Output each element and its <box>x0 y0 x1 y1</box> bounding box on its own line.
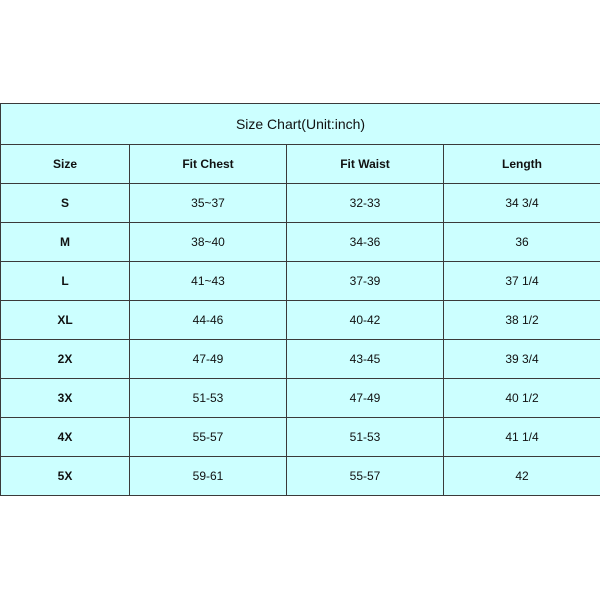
header-fit-chest: Fit Chest <box>130 145 287 184</box>
length-cell: 36 <box>444 223 600 262</box>
fit-waist-cell: 32-33 <box>287 184 444 223</box>
size-cell: 5X <box>1 457 130 496</box>
table-row <box>1 379 600 418</box>
header-fit-waist: Fit Waist <box>287 145 444 184</box>
length-cell: 37 1/4 <box>444 262 600 301</box>
table-row <box>1 418 600 457</box>
table-row <box>1 301 600 340</box>
size-cell: XL <box>1 301 130 340</box>
chart-title: Size Chart(Unit:inch) <box>1 104 600 145</box>
size-cell: L <box>1 262 130 301</box>
size-cell: 2X <box>1 340 130 379</box>
table-row <box>1 457 600 496</box>
table-row <box>1 340 600 379</box>
length-cell: 41 1/4 <box>444 418 600 457</box>
header-row <box>1 145 600 184</box>
fit-waist-cell: 43-45 <box>287 340 444 379</box>
fit-chest-cell: 47-49 <box>130 340 287 379</box>
header-length: Length <box>444 145 600 184</box>
size-chart-table <box>0 103 600 496</box>
fit-chest-cell: 51-53 <box>130 379 287 418</box>
fit-waist-cell: 40-42 <box>287 301 444 340</box>
fit-waist-cell: 55-57 <box>287 457 444 496</box>
fit-chest-cell: 55-57 <box>130 418 287 457</box>
fit-chest-cell: 38~40 <box>130 223 287 262</box>
fit-chest-cell: 44-46 <box>130 301 287 340</box>
table-row <box>1 184 600 223</box>
length-cell: 40 1/2 <box>444 379 600 418</box>
size-cell: 4X <box>1 418 130 457</box>
fit-waist-cell: 47-49 <box>287 379 444 418</box>
table-row <box>1 262 600 301</box>
table-row <box>1 223 600 262</box>
length-cell: 38 1/2 <box>444 301 600 340</box>
fit-chest-cell: 59-61 <box>130 457 287 496</box>
length-cell: 39 3/4 <box>444 340 600 379</box>
header-size: Size <box>1 145 130 184</box>
size-cell: 3X <box>1 379 130 418</box>
size-cell: S <box>1 184 130 223</box>
fit-chest-cell: 35~37 <box>130 184 287 223</box>
size-cell: M <box>1 223 130 262</box>
length-cell: 42 <box>444 457 600 496</box>
fit-waist-cell: 34-36 <box>287 223 444 262</box>
fit-waist-cell: 37-39 <box>287 262 444 301</box>
length-cell: 34 3/4 <box>444 184 600 223</box>
fit-chest-cell: 41~43 <box>130 262 287 301</box>
title-row <box>1 104 600 145</box>
fit-waist-cell: 51-53 <box>287 418 444 457</box>
size-chart <box>0 103 600 496</box>
